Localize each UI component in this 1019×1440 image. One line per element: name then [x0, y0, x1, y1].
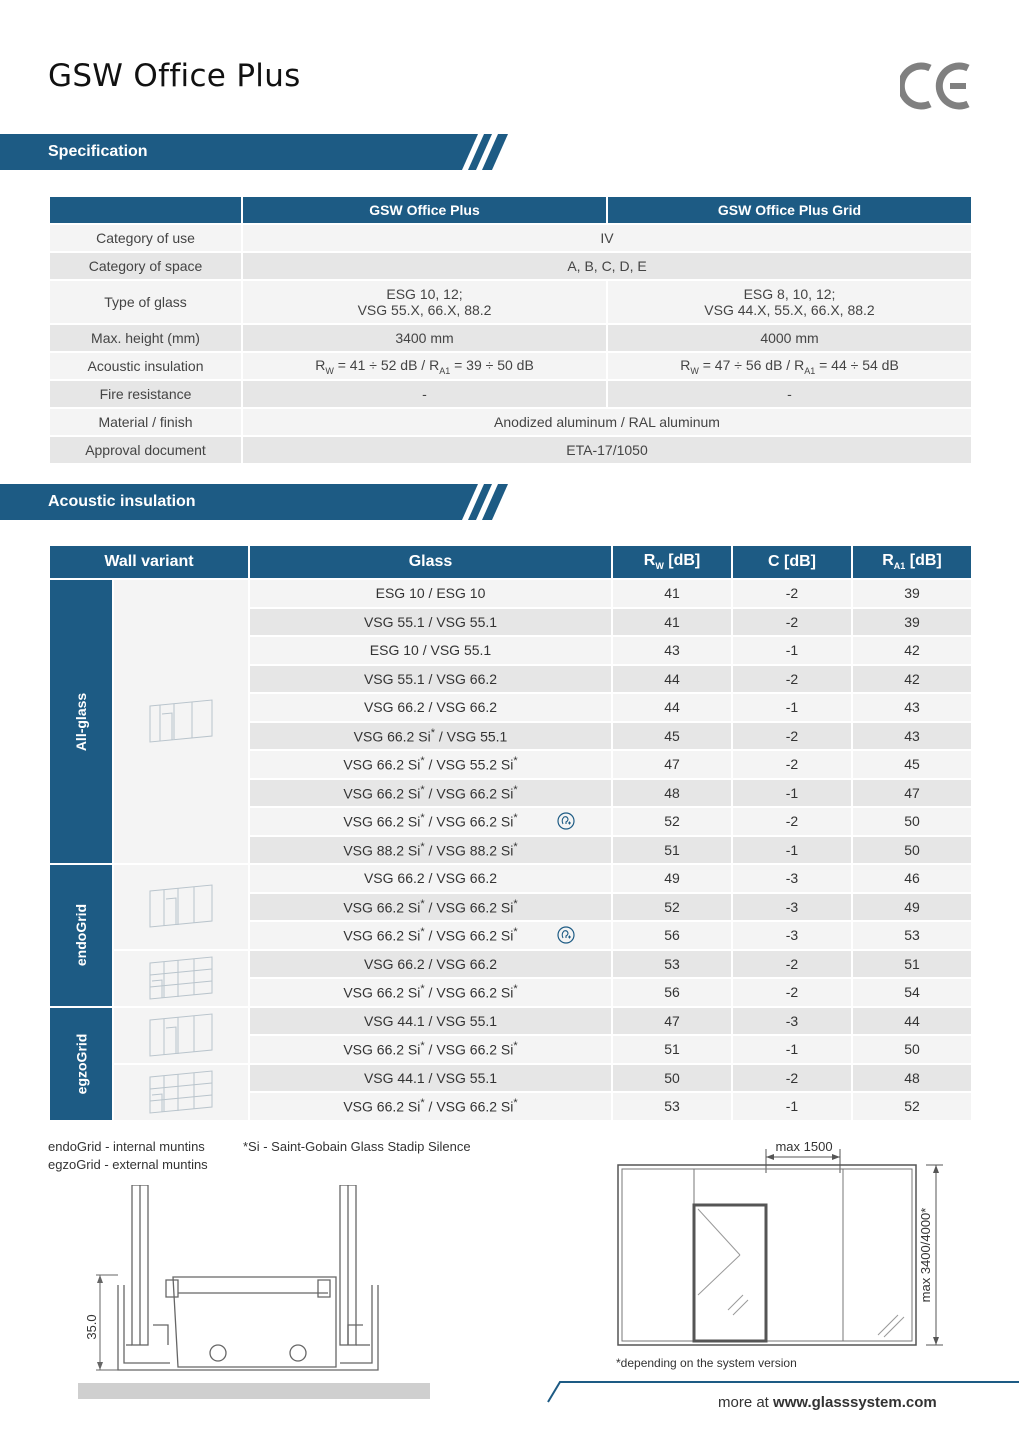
- spec-value: ETA-17/1050: [243, 437, 971, 463]
- header-glass: Glass: [250, 546, 611, 578]
- value-rw: 53: [613, 1093, 731, 1120]
- value-rw: 41: [613, 580, 731, 607]
- note-si: *Si - Saint-Gobain Glass Stadip Silence: [243, 1139, 471, 1154]
- value-c: -2: [733, 666, 851, 693]
- header-wall-variant: Wall variant: [50, 546, 248, 578]
- value-c: -2: [733, 1065, 851, 1092]
- value-rw: 56: [613, 922, 731, 949]
- glass-cell: VSG 88.2 Si* / VSG 88.2 Si*: [250, 837, 611, 864]
- dimension-max-width: max 1500: [775, 1139, 833, 1154]
- value-ra: 49: [853, 894, 971, 921]
- spec-value: Anodized aluminum / RAL aluminum: [243, 409, 971, 435]
- dimension-35: 35.0: [84, 1314, 99, 1340]
- value-c: -2: [733, 751, 851, 778]
- glass-cell: VSG 66.2 Si* / VSG 66.2 Si*: [250, 1036, 611, 1063]
- value-ra: 53: [853, 922, 971, 949]
- value-ra: 50: [853, 808, 971, 835]
- value-rw: 51: [613, 1036, 731, 1063]
- acoustic-heading-bar: [0, 484, 510, 520]
- wall-variant-icon: [148, 694, 214, 746]
- wall-variant-icon-cell: [114, 1065, 248, 1120]
- glass-cell: ESG 10 / ESG 10: [250, 580, 611, 607]
- value-c: -2: [733, 580, 851, 607]
- value-rw: 52: [613, 894, 731, 921]
- note-endogrid: endoGrid - internal muntins: [48, 1139, 205, 1154]
- partition-elevation-drawing: [608, 1135, 948, 1355]
- value-rw: 52: [613, 808, 731, 835]
- wall-variant-icon: [148, 1065, 214, 1117]
- acoustic-row: [50, 865, 971, 892]
- glass-cell: VSG 66.2 Si* / VSG 55.2 Si*: [250, 751, 611, 778]
- glass-cell: VSG 66.2 Si* / VSG 66.2 Si*: [250, 1093, 611, 1120]
- glass-cell: VSG 55.1 / VSG 55.1: [250, 609, 611, 636]
- value-ra: 50: [853, 1036, 971, 1063]
- spec-label: Approval document: [50, 437, 241, 463]
- value-rw: 49: [613, 865, 731, 892]
- spec-label: Category of space: [50, 253, 241, 279]
- specification-table: [48, 195, 973, 465]
- value-ra: 50: [853, 837, 971, 864]
- wall-variant-label-All-glass: All-glass: [50, 580, 112, 863]
- value-c: -2: [733, 979, 851, 1006]
- wall-variant-icon: [148, 1008, 214, 1060]
- value-c: -1: [733, 1093, 851, 1120]
- glass-cell: VSG 66.2 / VSG 66.2: [250, 865, 611, 892]
- acoustic-heading: Acoustic insulation: [48, 493, 196, 510]
- glass-cell: VSG 44.1 / VSG 55.1: [250, 1008, 611, 1035]
- wall-variant-icon-cell: [114, 865, 248, 949]
- spec-value-plus: ESG 10, 12; VSG 55.X, 66.X, 88.2: [243, 281, 606, 323]
- footer-url[interactable]: www.glasssystem.com: [773, 1394, 937, 1411]
- value-rw: 45: [613, 723, 731, 750]
- value-ra: 47: [853, 780, 971, 807]
- spec-label: Material / finish: [50, 409, 241, 435]
- value-rw: 43: [613, 637, 731, 664]
- spec-header-empty: [50, 197, 241, 223]
- wall-variant-icon-cell: [114, 1008, 248, 1063]
- wall-variant-icon-cell: [114, 951, 248, 1006]
- value-ra: 43: [853, 723, 971, 750]
- value-ra: 45: [853, 751, 971, 778]
- value-ra: 46: [853, 865, 971, 892]
- profile-cross-section-drawing: [78, 1185, 438, 1405]
- value-ra: 48: [853, 1065, 971, 1092]
- value-rw: 50: [613, 1065, 731, 1092]
- header-c: C [dB]: [733, 546, 851, 578]
- note-egzogrid: egzoGrid - external muntins: [48, 1157, 208, 1172]
- spec-header-grid: GSW Office Plus Grid: [608, 197, 971, 223]
- spec-label: Fire resistance: [50, 381, 241, 407]
- glass-cell: VSG 66.2 Si* / VSG 66.2 Si*: [250, 808, 611, 835]
- dimension-max-height: max 3400/4000*: [918, 1207, 933, 1303]
- glass-cell: VSG 66.2 / VSG 66.2: [250, 951, 611, 978]
- header-rw: $R_W$ [dB]: [613, 546, 731, 578]
- value-ra: 54: [853, 979, 971, 1006]
- value-rw: 47: [613, 1008, 731, 1035]
- value-ra: 43: [853, 694, 971, 721]
- wall-variant-icon: [148, 951, 214, 1003]
- specification-heading: Specification: [48, 143, 148, 160]
- value-c: -1: [733, 1036, 851, 1063]
- spec-value-grid: 4000 mm: [608, 325, 971, 351]
- header-ra1: $R_{A1}$ [dB]: [853, 546, 971, 578]
- spec-label: Max. height (mm): [50, 325, 241, 351]
- glass-cell: VSG 66.2 Si* / VSG 55.1: [250, 723, 611, 750]
- value-c: -2: [733, 609, 851, 636]
- spec-value-plus: $R_W = 41 \div 52$ dB / $R_{A1} = 39 \div 50$ dB: [243, 353, 606, 379]
- acoustic-table: [48, 544, 973, 1122]
- value-rw: 47: [613, 751, 731, 778]
- spec-value: A, B, C, D, E: [243, 253, 971, 279]
- spec-header-plus: GSW Office Plus: [243, 197, 606, 223]
- ce-mark-icon: [900, 60, 972, 112]
- glass-cell: VSG 55.1 / VSG 66.2: [250, 666, 611, 693]
- glass-cell: ESG 10 / VSG 55.1: [250, 637, 611, 664]
- spec-label: Type of glass: [50, 281, 241, 323]
- acoustic-certified-icon: [557, 926, 575, 944]
- value-c: -3: [733, 865, 851, 892]
- spec-label: Acoustic insulation: [50, 353, 241, 379]
- glass-cell: VSG 66.2 Si* / VSG 66.2 Si*: [250, 922, 611, 949]
- acoustic-row: [50, 951, 971, 978]
- page-title: GSW Office Plus: [48, 58, 301, 94]
- spec-value-plus: -: [243, 381, 606, 407]
- acoustic-certified-icon: [557, 812, 575, 830]
- value-ra: 39: [853, 609, 971, 636]
- value-ra: 44: [853, 1008, 971, 1035]
- glass-cell: VSG 66.2 Si* / VSG 66.2 Si*: [250, 894, 611, 921]
- value-rw: 56: [613, 979, 731, 1006]
- glass-cell: VSG 66.2 Si* / VSG 66.2 Si*: [250, 979, 611, 1006]
- value-c: -2: [733, 951, 851, 978]
- value-rw: 53: [613, 951, 731, 978]
- value-ra: 42: [853, 666, 971, 693]
- spec-value-grid: -: [608, 381, 971, 407]
- value-c: -2: [733, 723, 851, 750]
- spec-value-grid: ESG 8, 10, 12; VSG 44.X, 55.X, 66.X, 88.2: [608, 281, 971, 323]
- value-c: -1: [733, 780, 851, 807]
- footer-prefix: more at: [718, 1394, 774, 1411]
- wall-variant-icon: [148, 879, 214, 931]
- value-c: -3: [733, 894, 851, 921]
- value-ra: 42: [853, 637, 971, 664]
- value-ra: 52: [853, 1093, 971, 1120]
- wall-variant-icon-cell: [114, 580, 248, 863]
- value-rw: 41: [613, 609, 731, 636]
- value-ra: 51: [853, 951, 971, 978]
- spec-value-plus: 3400 mm: [243, 325, 606, 351]
- value-c: -2: [733, 808, 851, 835]
- footer-website: [718, 1394, 937, 1411]
- glass-cell: VSG 44.1 / VSG 55.1: [250, 1065, 611, 1092]
- acoustic-row: [50, 580, 971, 607]
- glass-cell: VSG 66.2 Si* / VSG 66.2 Si*: [250, 780, 611, 807]
- value-c: -3: [733, 1008, 851, 1035]
- value-ra: 39: [853, 580, 971, 607]
- value-rw: 44: [613, 666, 731, 693]
- specification-heading-bar: [0, 134, 510, 170]
- acoustic-row: [50, 1065, 971, 1092]
- value-c: -3: [733, 922, 851, 949]
- spec-label: Category of use: [50, 225, 241, 251]
- value-c: -1: [733, 637, 851, 664]
- value-rw: 48: [613, 780, 731, 807]
- value-c: -1: [733, 837, 851, 864]
- wall-variant-label-endoGrid: endoGrid: [50, 865, 112, 1006]
- spec-value-grid: $R_W = 47 \div 56$ dB / $R_{A1} = 44 \div 54$ dB: [608, 353, 971, 379]
- glass-cell: VSG 66.2 / VSG 66.2: [250, 694, 611, 721]
- value-rw: 51: [613, 837, 731, 864]
- acoustic-row: [50, 1008, 971, 1035]
- spec-value: IV: [243, 225, 971, 251]
- value-c: -1: [733, 694, 851, 721]
- wall-variant-label-egzoGrid: egzoGrid: [50, 1008, 112, 1120]
- note-depending: *depending on the system version: [616, 1356, 797, 1370]
- value-rw: 44: [613, 694, 731, 721]
